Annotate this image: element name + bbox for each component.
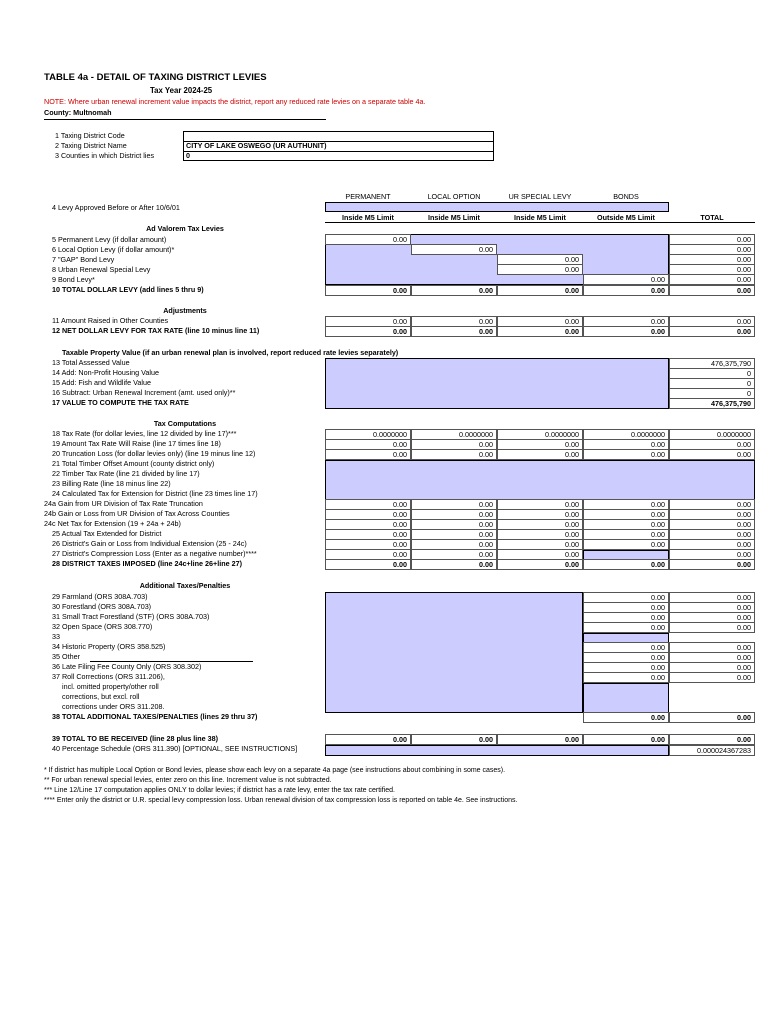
line-26-local-option: 0.00 <box>411 539 497 550</box>
line-18-label: 18 Tax Rate (for dollar levies, line 12 divided by line 17)*** <box>52 429 237 438</box>
timber-shaded-block <box>325 460 755 500</box>
line-24c-bonds: 0.00 <box>583 519 669 530</box>
line-24a-permanent: 0.00 <box>325 499 411 510</box>
sub-head-total: TOTAL <box>700 213 724 222</box>
line-9-bonds[interactable]: 0.00 <box>583 274 669 285</box>
line-36-bonds[interactable]: 0.00 <box>583 662 669 673</box>
sub-head-2: Inside M5 Limit <box>428 213 480 222</box>
line-20-permanent: 0.00 <box>325 449 411 460</box>
line-24c-ur-special: 0.00 <box>497 519 583 530</box>
line-10-bonds: 0.00 <box>583 285 669 296</box>
line-24c-local-option: 0.00 <box>411 519 497 530</box>
line-24a-bonds: 0.00 <box>583 499 669 510</box>
line-37-label-3: corrections, but excl. roll <box>62 692 140 701</box>
line-17-label: 17 VALUE TO COMPUTE THE TAX RATE <box>52 398 189 407</box>
district-counties-label: 3 Counties in which District lies <box>55 151 155 160</box>
line-19-permanent: 0.00 <box>325 439 411 450</box>
line-21-label: 21 Total Timber Offset Amount (county district only) <box>52 459 215 468</box>
line-28-label: 28 DISTRICT TAXES IMPOSED (line 24c+line 26+line 27) <box>52 559 242 568</box>
line-20-ur-special: 0.00 <box>497 449 583 460</box>
sub-head-4: Outside M5 Limit <box>597 213 655 222</box>
line-39-bonds: 0.00 <box>583 734 669 745</box>
levy-approved-bar <box>325 202 669 212</box>
line-39-ur-special: 0.00 <box>497 734 583 745</box>
line-36-total: 0.00 <box>669 662 755 673</box>
line-19-label: 19 Amount Tax Rate Will Raise (line 17 times line 18) <box>52 439 221 448</box>
line-29-total: 0.00 <box>669 592 755 603</box>
line-9-total: 0.00 <box>669 274 755 285</box>
line-20-local-option: 0.00 <box>411 449 497 460</box>
line-11-label: 11 Amount Raised in Other Counties <box>52 316 169 325</box>
line-5-total: 0.00 <box>669 234 755 245</box>
line-27-label: 27 District's Compression Loss (Enter as a negative number)**** <box>52 549 257 558</box>
line-14-total[interactable]: 0 <box>669 368 755 379</box>
line-16-total[interactable]: 0 <box>669 388 755 399</box>
additional-shaded-block <box>325 592 583 713</box>
line-30-bonds[interactable]: 0.00 <box>583 602 669 613</box>
line-7-total: 0.00 <box>669 254 755 265</box>
line-32-bonds[interactable]: 0.00 <box>583 622 669 633</box>
line-35-label: 35 Other <box>52 652 80 661</box>
taxable-shaded-block <box>325 358 669 409</box>
line-28-bonds: 0.00 <box>583 559 669 570</box>
line-34-label: 34 Historic Property (ORS 358.525) <box>52 642 166 651</box>
levy-approved-label: 4 Levy Approved Before or After 10/6/01 <box>52 203 180 212</box>
line-37-bonds-shaded <box>583 683 669 713</box>
line-27-total: 0.00 <box>669 549 755 560</box>
district-code-label: 1 Taxing District Code <box>55 131 125 140</box>
line-10-total: 0.00 <box>669 285 755 296</box>
line-28-ur-special: 0.00 <box>497 559 583 570</box>
footnote-1: * If district has multiple Local Option or Bond levies, please show each levy on a separate 4a page (see instructions about combining in some cases). <box>44 767 506 774</box>
line-7-label: 7 "GAP" Bond Levy <box>52 255 115 264</box>
line-24a-ur-special: 0.00 <box>497 499 583 510</box>
line-24c-label: 24c Net Tax for Extension (19 + 24a + 24b) <box>44 519 181 528</box>
line-5-permanent[interactable]: 0.00 <box>325 234 411 245</box>
line-20-bonds: 0.00 <box>583 449 669 460</box>
district-counties-field[interactable]: 0 <box>186 151 190 160</box>
line-12-local-option: 0.00 <box>411 326 497 337</box>
line-18-local-option: 0.0000000 <box>411 429 497 440</box>
line-24b-total: 0.00 <box>669 509 755 520</box>
line-19-total: 0.00 <box>669 439 755 450</box>
line-35-bonds[interactable]: 0.00 <box>583 652 669 663</box>
line-25-ur-special[interactable]: 0.00 <box>497 529 583 540</box>
line-12-label: 12 NET DOLLAR LEVY FOR TAX RATE (line 10 minus line 11) <box>52 326 260 335</box>
line-15-label: 15 Add: Fish and Wildlife Value <box>52 378 151 387</box>
line-24b-permanent: 0.00 <box>325 509 411 520</box>
line-36-label: 36 Late Filing Fee County Only (ORS 308.302) <box>52 662 202 671</box>
header-rule <box>325 222 755 223</box>
line-29-bonds[interactable]: 0.00 <box>583 592 669 603</box>
line-17-total: 476,375,790 <box>669 398 755 409</box>
line-8-total: 0.00 <box>669 264 755 275</box>
line-11-permanent[interactable]: 0.00 <box>325 316 411 327</box>
line-12-permanent: 0.00 <box>325 326 411 337</box>
sub-head-3: Inside M5 Limit <box>514 213 566 222</box>
line-12-bonds: 0.00 <box>583 326 669 337</box>
line-30-label: 30 Forestland (ORS 308A.703) <box>52 602 152 611</box>
col-head-bonds: BONDS <box>613 192 639 201</box>
line-26-ur-special: 0.00 <box>497 539 583 550</box>
line-24b-local-option: 0.00 <box>411 509 497 520</box>
line-10-label: 10 TOTAL DOLLAR LEVY (add lines 5 thru 9) <box>52 285 204 294</box>
line-37-bonds[interactable]: 0.00 <box>583 672 669 683</box>
line-38-bonds: 0.00 <box>583 712 669 723</box>
line-16-label: 16 Subtract: Urban Renewal Increment (amt. used only)** <box>52 388 236 397</box>
line-15-total[interactable]: 0 <box>669 378 755 389</box>
line-24a-total: 0.00 <box>669 499 755 510</box>
line-33-label: 33 <box>52 632 60 641</box>
line-25-local-option[interactable]: 0.00 <box>411 529 497 540</box>
line-10-ur-special: 0.00 <box>497 285 583 296</box>
line-10-permanent: 0.00 <box>325 285 411 296</box>
line-40-total[interactable]: 0.000024367283 <box>669 745 755 756</box>
line-11-ur-special[interactable]: 0.00 <box>497 316 583 327</box>
line-18-bonds: 0.0000000 <box>583 429 669 440</box>
line-20-total: 0.00 <box>669 449 755 460</box>
line-7-ur-special[interactable]: 0.00 <box>497 254 583 265</box>
line-12-ur-special: 0.00 <box>497 326 583 337</box>
line-19-bonds: 0.00 <box>583 439 669 450</box>
line-10-local-option: 0.00 <box>411 285 497 296</box>
line-27-permanent: 0.00 <box>325 549 411 560</box>
line-30-total: 0.00 <box>669 602 755 613</box>
line-28-local-option: 0.00 <box>411 559 497 570</box>
line-40-label: 40 Percentage Schedule (ORS 311.390) [OPTIONAL, SEE INSTRUCTIONS] <box>52 744 298 753</box>
line-24b-ur-special: 0.00 <box>497 509 583 520</box>
line-20-label: 20 Truncation Loss (for dollar levies only) (line 19 minus line 12) <box>52 449 256 458</box>
line-11-local-option[interactable]: 0.00 <box>411 316 497 327</box>
line-18-ur-special: 0.0000000 <box>497 429 583 440</box>
line-24c-permanent: 0.00 <box>325 519 411 530</box>
line-13-label: 13 Total Assessed Value <box>52 358 130 367</box>
line-11-bonds[interactable]: 0.00 <box>583 316 669 327</box>
line-8-ur-special[interactable]: 0.00 <box>497 264 583 275</box>
district-name-field[interactable]: CITY OF LAKE OSWEGO (UR AUTHUNIT) <box>186 141 327 150</box>
line-39-local-option: 0.00 <box>411 734 497 745</box>
line-37-label-2: incl. omitted property/other roll <box>62 682 159 691</box>
line-23-label: 23 Billing Rate (line 18 minus line 22) <box>52 479 171 488</box>
line-24b-bonds: 0.00 <box>583 509 669 520</box>
line-34-bonds[interactable]: 0.00 <box>583 642 669 653</box>
line-28-permanent: 0.00 <box>325 559 411 570</box>
line-24a-local-option: 0.00 <box>411 499 497 510</box>
line-13-total[interactable]: 476,375,790 <box>669 358 755 369</box>
section-taxable: Taxable Property Value (if an urban renewal plan is involved, report reduced rate levies separately) <box>62 348 399 357</box>
line-6-label: 6 Local Option Levy (if dollar amount)* <box>52 245 175 254</box>
line-29-label: 29 Farmland (ORS 308A.703) <box>52 592 148 601</box>
line-32-total: 0.00 <box>669 622 755 633</box>
county-label: County: Multnomah <box>44 108 112 117</box>
district-name-label: 2 Taxing District Name <box>55 141 127 150</box>
line-6-total: 0.00 <box>669 244 755 255</box>
line-28-total: 0.00 <box>669 559 755 570</box>
line-12-total: 0.00 <box>669 326 755 337</box>
line-22-label: 22 Timber Tax Rate (line 21 divided by line 17) <box>52 469 200 478</box>
section-ad-valorem: Ad Valorem Tax Levies <box>146 224 224 233</box>
line-19-local-option: 0.00 <box>411 439 497 450</box>
footnote-4: **** Enter only the district or U.R. special levy compression loss. Urban renewal division of tax compression loss is reported on table 4e. See instructions. <box>44 797 518 804</box>
line-34-total: 0.00 <box>669 642 755 653</box>
line-31-bonds[interactable]: 0.00 <box>583 612 669 623</box>
line-19-ur-special: 0.00 <box>497 439 583 450</box>
line-24b-label: 24b Gain or Loss from UR Division of Tax Across Counties <box>44 509 230 518</box>
line-5-label: 5 Permanent Levy (if dollar amount) <box>52 235 167 244</box>
col-head-ur-special: UR SPECIAL LEVY <box>508 192 572 201</box>
line-37-label: 37 Roll Corrections (ORS 311.206), <box>52 672 165 681</box>
line-6-local-option[interactable]: 0.00 <box>411 244 497 255</box>
line-25-total: 0.00 <box>669 529 755 540</box>
note-text: NOTE: Where urban renewal increment value impacts the district, report any reduced rate levies on a separate table 4a. <box>44 97 426 106</box>
line-8-label: 8 Urban Renewal Special Levy <box>52 265 151 274</box>
line-38-label: 38 TOTAL ADDITIONAL TAXES/PENALTIES (lines 29 thru 37) <box>52 712 258 721</box>
line-26-label: 26 District's Gain or Loss from Individual Extension (25 - 24c) <box>52 539 247 548</box>
line-9-label: 9 Bond Levy* <box>52 275 95 284</box>
line-37-total: 0.00 <box>669 672 755 683</box>
line-11-total: 0.00 <box>669 316 755 327</box>
county-underline <box>44 119 326 120</box>
tax-year: Tax Year 2024-25 <box>150 86 213 95</box>
line-40-shaded <box>325 745 669 756</box>
line-18-total: 0.0000000 <box>669 429 755 440</box>
line-35-total: 0.00 <box>669 652 755 663</box>
line-39-permanent: 0.00 <box>325 734 411 745</box>
line-31-total: 0.00 <box>669 612 755 623</box>
line-25-label: 25 Actual Tax Extended for District <box>52 529 162 538</box>
section-computations: Tax Computations <box>153 419 217 428</box>
section-additional: Additional Taxes/Penalties <box>139 581 231 590</box>
district-divider-2 <box>183 151 494 152</box>
line-24a-label: 24a Gain from UR Division of Tax Rate Truncation <box>44 499 203 508</box>
line-14-label: 14 Add: Non-Profit Housing Value <box>52 368 159 377</box>
col-head-local-option: LOCAL OPTION <box>427 192 481 201</box>
line-26-total: 0.00 <box>669 539 755 550</box>
footnote-3: *** Line 12/Line 17 computation applies ONLY to dollar levies; if district has a rate levy, enter the tax rate certified. <box>44 787 395 794</box>
section-adjustments: Adjustments <box>163 306 207 315</box>
table-title: TABLE 4a - DETAIL OF TAXING DISTRICT LEVIES <box>44 72 267 83</box>
line-25-permanent[interactable]: 0.00 <box>325 529 411 540</box>
line-26-bonds: 0.00 <box>583 539 669 550</box>
line-24c-total: 0.00 <box>669 519 755 530</box>
line-24-label: 24 Calculated Tax for Extension for District (line 23 times line 17) <box>52 489 258 498</box>
line-18-permanent: 0.0000000 <box>325 429 411 440</box>
footnote-2: ** For urban renewal special levies, enter zero on this line. Increment value is not subtracted. <box>44 777 332 784</box>
line-32-label: 32 Open Space (ORS 308.770) <box>52 622 153 631</box>
line-39-total: 0.00 <box>669 734 755 745</box>
line-27-local-option: 0.00 <box>411 549 497 560</box>
line-31-label: 31 Small Tract Forestland (STF) (ORS 308A.703) <box>52 612 210 621</box>
col-head-permanent: PERMANENT <box>345 192 391 201</box>
line-39-label: 39 TOTAL TO BE RECEIVED (line 28 plus line 38) <box>52 734 219 743</box>
line-26-permanent: 0.00 <box>325 539 411 550</box>
sub-head-1: Inside M5 Limit <box>342 213 394 222</box>
line-37-label-4: corrections under ORS 311.208. <box>62 702 165 711</box>
line-38-total: 0.00 <box>669 712 755 723</box>
line-25-bonds[interactable]: 0.00 <box>583 529 669 540</box>
line-27-ur-special: 0.00 <box>497 549 583 560</box>
